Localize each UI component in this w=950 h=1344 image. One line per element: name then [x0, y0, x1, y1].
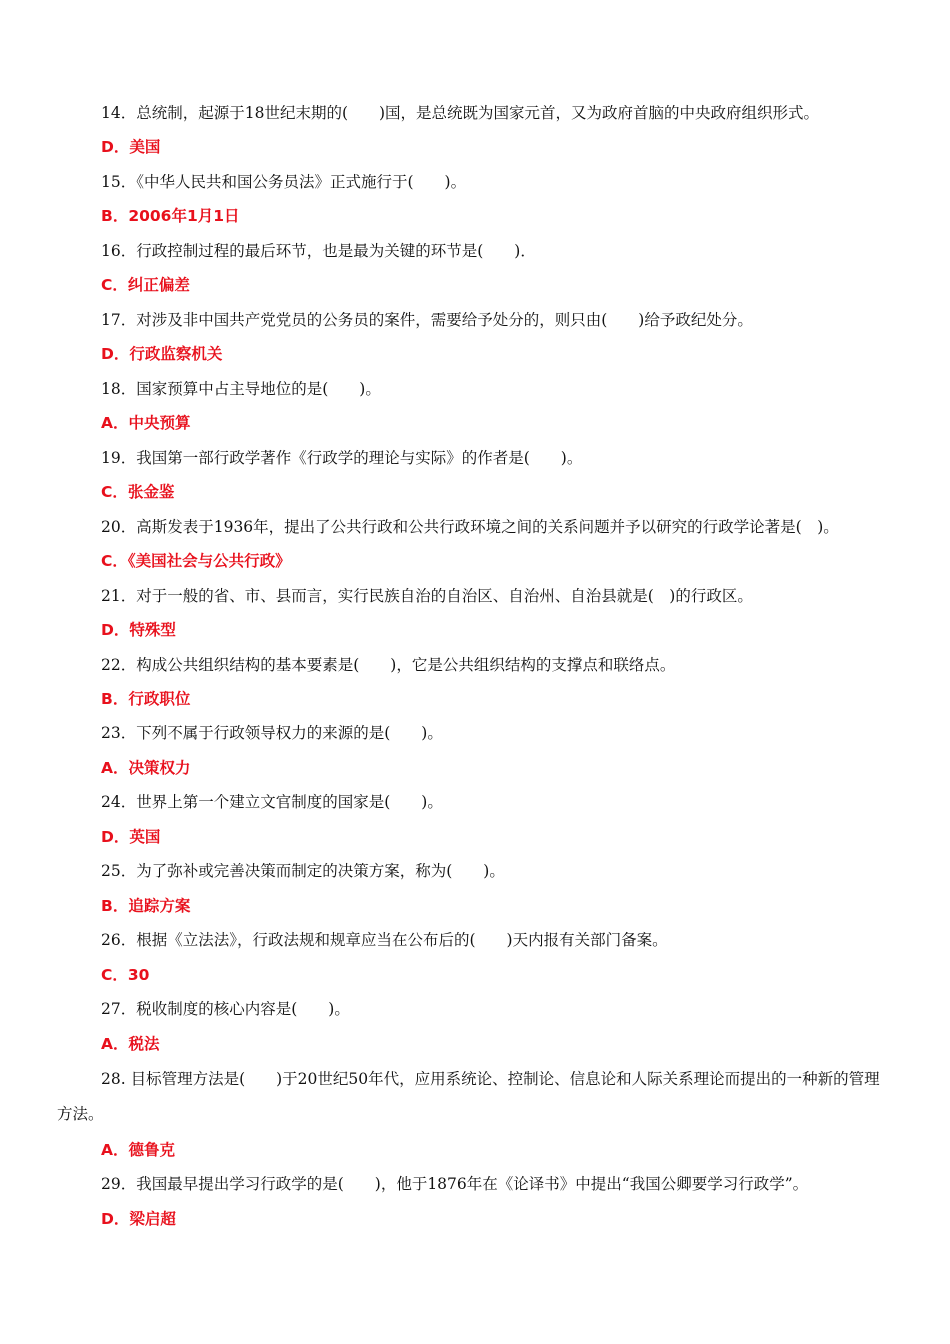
- answer-18: A．中央预算: [101, 414, 191, 432]
- question-23: 23．下列不属于行政领导权力的来源的是( )。: [101, 724, 443, 742]
- answer-24: D．英国: [101, 828, 161, 846]
- answer-28: A．德鲁克: [101, 1141, 175, 1159]
- question-20: 20．高斯发表于1936年，提出了公共行政和公共行政环境之间的关系问题并予以研究的行政学论著是( )。: [101, 518, 839, 536]
- answer-22: B．行政职位: [101, 690, 191, 708]
- question-29: 29．我国最早提出学习行政学的是( )，他于1876年在《论译书》中提出“我国公卿要学习行政学”。: [101, 1175, 809, 1193]
- answer-16: C．纠正偏差: [101, 276, 190, 294]
- answer-21: D．特殊型: [101, 621, 176, 639]
- answer-23: A．决策权力: [101, 759, 191, 777]
- answer-27: A．税法: [101, 1035, 160, 1053]
- question-26: 26．根据《立法法》，行政法规和规章应当在公布后的( )天内报有关部门备案。: [101, 931, 668, 949]
- question-28: 28. 目标管理方法是( )于20世纪50年代，应用系统论、控制论、信息论和人际关系理论而提出的一种新的管理方法。: [57, 1070, 880, 1123]
- question-17: 17．对涉及非中国共产党党员的公务员的案件，需要给予处分的，则只由( )给予政纪处分。: [101, 311, 753, 329]
- answer-26: C．30: [101, 966, 150, 984]
- answer-20: C．《美国社会与公共行政》: [101, 552, 291, 570]
- answer-14: D．美国: [101, 138, 161, 156]
- question-15: 15．《中华人民共和国公务员法》正式施行于( )。: [101, 173, 467, 191]
- question-16: 16．行政控制过程的最后环节，也是最为关键的环节是( )．: [101, 242, 536, 260]
- question-14: 14．总统制，起源于18世纪末期的( )国，是总统既为国家元首，又为政府首脑的中央政府组织形式。: [101, 104, 820, 122]
- question-19: 19．我国第一部行政学著作《行政学的理论与实际》的作者是( )。: [101, 449, 583, 467]
- question-25: 25．为了弥补或完善决策而制定的决策方案，称为( )。: [101, 862, 505, 880]
- question-24: 24．世界上第一个建立文官制度的国家是( )。: [101, 793, 443, 811]
- answer-17: D．行政监察机关: [101, 345, 223, 363]
- answer-25: B．追踪方案: [101, 897, 191, 915]
- question-18: 18．国家预算中占主导地位的是( )。: [101, 380, 381, 398]
- question-22: 22．构成公共组织结构的基本要素是( )，它是公共组织结构的支撑点和联络点。: [101, 656, 676, 674]
- question-27: 27．税收制度的核心内容是( )。: [101, 1000, 350, 1018]
- question-21: 21．对于一般的省、市、县而言，实行民族自治的自治区、自治州、自治县就是( )的行政区。: [101, 587, 753, 605]
- answer-19: C．张金鉴: [101, 483, 175, 501]
- answer-29: D．梁启超: [101, 1210, 176, 1228]
- answer-15: B．2006年1月1日: [101, 207, 240, 225]
